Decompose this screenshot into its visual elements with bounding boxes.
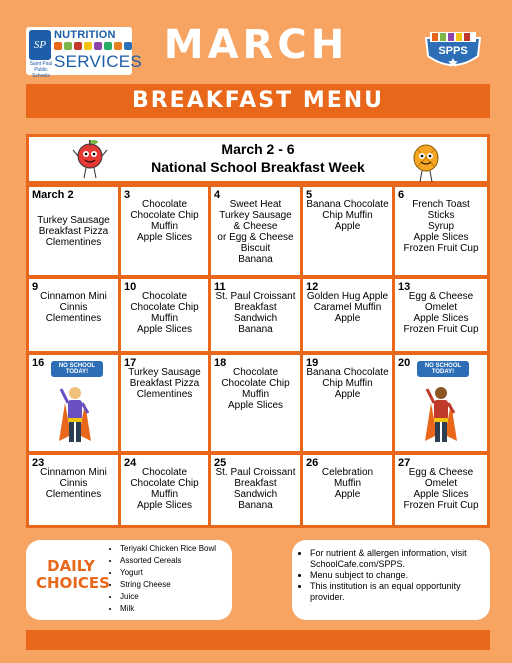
menu-items: Sweet Heat Turkey Sausage & Cheese or Egg & Cheese Biscuit Banana xyxy=(217,199,294,265)
calendar-day-cell xyxy=(29,355,118,451)
menu-items: Chocolate Chocolate Chip Muffin Apple Slices xyxy=(130,467,199,511)
menu-calendar xyxy=(26,184,490,528)
calendar-day-cell xyxy=(211,355,300,451)
day-number: 18 xyxy=(214,357,227,369)
list-item: • Yogurt xyxy=(120,567,216,579)
menu-items: Celebration Muffin Apple xyxy=(321,467,374,500)
spps-logo-icon xyxy=(422,30,484,74)
menu-items: St. Paul Croissant Breakfast Sandwich Banana xyxy=(215,291,296,335)
day-number: 19 xyxy=(306,357,319,369)
no-school-badge: NO SCHOOL TODAY! xyxy=(51,361,103,377)
calendar-day-cell xyxy=(303,455,392,525)
daily-choices-label: DAILY CHOICES xyxy=(36,557,110,592)
waffle-mascot-icon xyxy=(408,140,444,184)
menu-items: Cinnamon Mini Cinnis Clementines xyxy=(40,467,107,500)
calendar-day-cell xyxy=(121,355,208,451)
week-name: National School Breakfast Week xyxy=(151,159,365,175)
list-item: • Assorted Cereals xyxy=(120,555,216,567)
day-number: 24 xyxy=(124,457,137,469)
day-number: 5 xyxy=(306,189,313,201)
saint-paul-seal-icon: SP xyxy=(29,30,51,60)
day-number: 25 xyxy=(214,457,227,469)
calendar-day-cell xyxy=(211,279,300,351)
day-number: 26 xyxy=(306,457,319,469)
menu-items: Egg & Cheese Omelet Apple Slices Frozen Fruit Cup xyxy=(403,291,479,335)
logo-nutrition-text: NUTRITION xyxy=(54,29,116,41)
calendar-day-cell xyxy=(395,279,487,351)
no-school-badge: NO SCHOOL TODAY! xyxy=(417,361,469,377)
day-number: 9 xyxy=(32,281,39,293)
list-item: • String Cheese xyxy=(120,579,216,591)
menu-items: Egg & Cheese Omelet Apple Slices Frozen Fruit Cup xyxy=(403,467,479,511)
list-item: • Juice xyxy=(120,591,216,603)
calendar-day-cell xyxy=(121,187,208,275)
calendar-day-cell xyxy=(29,455,118,525)
superhero-icon xyxy=(421,385,461,447)
menu-items: Cinnamon Mini Cinnis Clementines xyxy=(40,291,107,324)
day-number: 20 xyxy=(398,357,411,369)
calendar-day-cell xyxy=(121,455,208,525)
page-title: MARCH xyxy=(163,22,349,68)
list-item: • Milk xyxy=(120,603,216,615)
day-number: 27 xyxy=(398,457,411,469)
day-number: March 2 xyxy=(32,189,74,201)
list-item: • For nutrient & allergen information, visit SchoolCafe.com/SPPS. xyxy=(310,548,484,570)
daily-choices-list xyxy=(110,543,216,615)
calendar-day-cell xyxy=(211,187,300,275)
day-number: 13 xyxy=(398,281,411,293)
list-item: • Menu subject to change. xyxy=(310,570,484,581)
day-number: 4 xyxy=(214,189,221,201)
saint-paul-text: Saint Paul Public Schools xyxy=(29,61,53,79)
menu-items: French Toast Sticks Syrup Apple Slices Frozen Fruit Cup xyxy=(403,199,479,254)
day-number: 11 xyxy=(214,281,226,293)
day-number: 6 xyxy=(398,189,405,201)
calendar-day-cell xyxy=(29,279,118,351)
menu-items: St. Paul Croissant Breakfast Sandwich Banana xyxy=(215,467,296,511)
day-number: 17 xyxy=(124,357,137,369)
spps-text: SPPS xyxy=(438,45,468,57)
footer-bar xyxy=(26,630,490,650)
menu-items: Golden Hug Apple Caramel Muffin Apple xyxy=(306,291,389,324)
menu-items: Turkey Sausage Breakfast Pizza Clementines xyxy=(37,215,110,248)
day-number: 23 xyxy=(32,457,45,469)
notes-list xyxy=(292,540,490,603)
daily-choices-box xyxy=(26,540,232,620)
list-item: • This institution is an equal opportunity provider. xyxy=(310,581,484,603)
menu-items: Banana Chocolate Chip Muffin Apple xyxy=(306,367,389,400)
calendar-day-cell xyxy=(211,455,300,525)
day-number: 12 xyxy=(306,281,319,293)
calendar-day-cell xyxy=(121,279,208,351)
day-number: 3 xyxy=(124,189,131,201)
menu-items: Chocolate Chocolate Chip Muffin Apple Slices xyxy=(221,367,290,411)
logo-services-text: SERVICES xyxy=(54,52,143,71)
calendar-day-cell xyxy=(395,455,487,525)
breakfast-menu-banner: BREAKFAST MENU xyxy=(26,84,490,118)
calendar-day-cell xyxy=(303,279,392,351)
menu-items: Banana Chocolate Chip Muffin Apple xyxy=(306,199,389,232)
list-item: • Teriyaki Chicken Rice Bowl xyxy=(120,543,216,555)
calendar-day-cell xyxy=(303,355,392,451)
menu-items: Chocolate Chocolate Chip Muffin Apple Slices xyxy=(130,199,199,243)
day-number: 10 xyxy=(124,281,137,293)
calendar-day-cell xyxy=(395,355,487,451)
menu-items: Chocolate Chocolate Chip Muffin Apple Slices xyxy=(130,291,199,335)
menu-items: Turkey Sausage Breakfast Pizza Clementines xyxy=(128,367,201,400)
calendar-day-cell xyxy=(395,187,487,275)
apple-mascot-icon xyxy=(72,136,108,180)
notes-box xyxy=(292,540,490,620)
calendar-day-cell xyxy=(29,187,118,275)
week-dates: March 2 - 6 xyxy=(221,141,295,157)
day-number: 16 xyxy=(32,357,45,369)
superhero-icon xyxy=(55,385,95,447)
calendar-day-cell xyxy=(303,187,392,275)
